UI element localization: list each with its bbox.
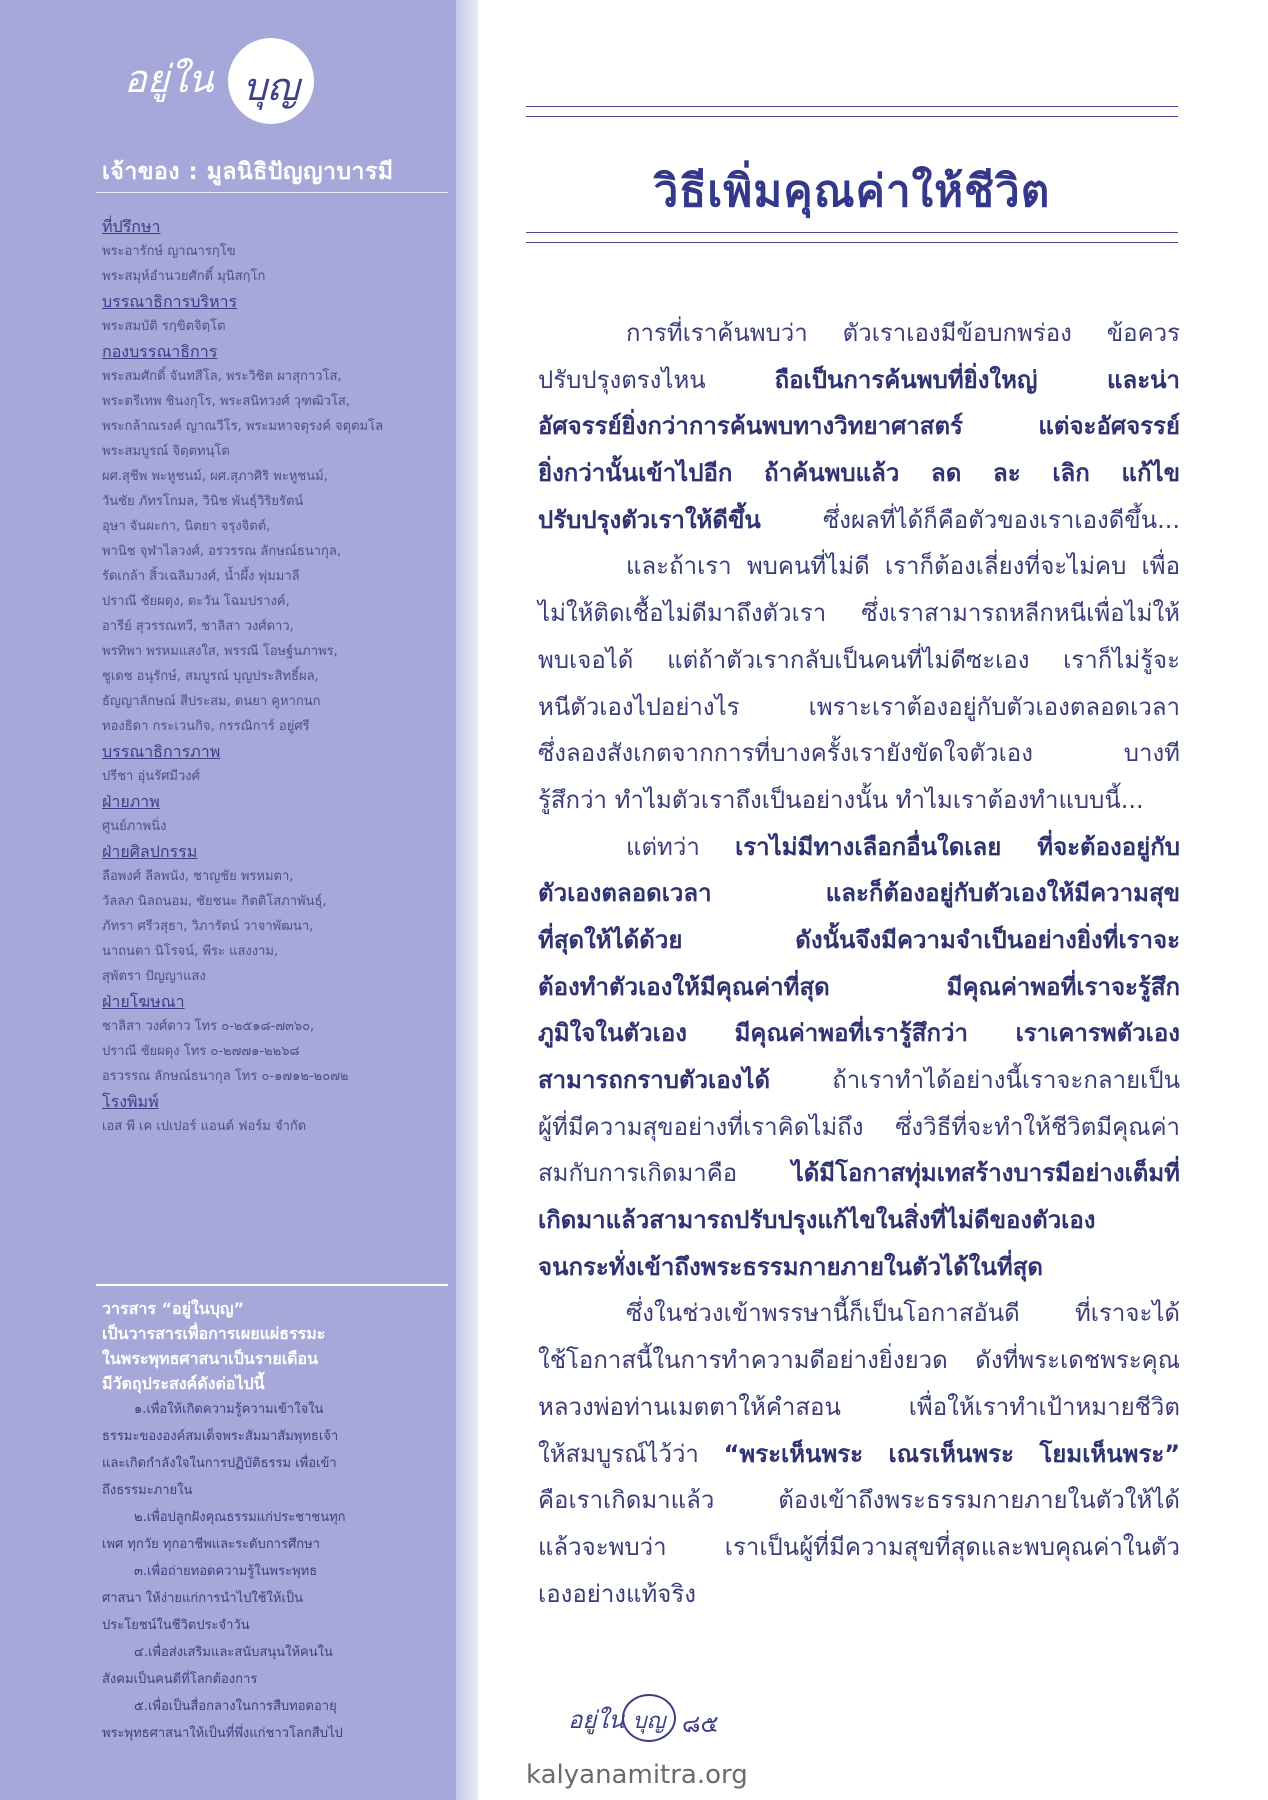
credit-line: พระสมุห์อำนวยศักดิ์ มุนิสกฺโก bbox=[102, 269, 266, 284]
credit-line: ปรีชา อุ่นรัศมีวงศ์ bbox=[102, 769, 200, 784]
article-bold-text: อัศจรรย์ยิ่งกว่าการค้นพบทางวิทยาศาสตร์ แต่จะอัศจรรย์ bbox=[538, 412, 1180, 441]
mission-block bbox=[102, 1296, 447, 1747]
mission-item-line: สังคมเป็นคนดีที่โลกต้องการ bbox=[102, 1672, 258, 1687]
mission-item-line: เพศ ทุกวัย ทุกอาชีพและระดับการศึกษา bbox=[102, 1537, 320, 1552]
owner-divider bbox=[96, 192, 448, 193]
credit-line: ปราณี ชัยผดุง, ตะวัน โฉมปรางค์, bbox=[102, 594, 290, 609]
credit-line: ผศ.สุชีพ พะหูชนม์, ผศ.สุภาศิริ พะหูชนม์, bbox=[102, 469, 328, 484]
article-line bbox=[538, 1524, 1180, 1571]
logo-word: อยู่ใน bbox=[124, 57, 214, 101]
article-bold-text: “พระเห็นพระ เณรเห็นพระ โยมเห็นพระ” bbox=[723, 1439, 1180, 1468]
article-text: และถ้าเรา พบคนที่ไม่ดี เราก็ต้องเลี่ยงที่จะไม่คบ เพื่อ bbox=[626, 552, 1180, 581]
article-line bbox=[538, 777, 1180, 824]
article-text: ซึ่งผลที่ได้ก็คือตัวของเราเองดีขึ้น... bbox=[822, 505, 1180, 534]
article-text: ไม่ให้ติดเชื้อไม่ดีมาถึงตัวเรา ซึ่งเราสามารถหลีกหนีเพื่อไม่ให้ bbox=[538, 599, 1180, 628]
credit-line: วัลลภ นิลถนอม, ชัยชนะ กิตติโสภาพันธุ์, bbox=[102, 894, 327, 909]
article-line bbox=[538, 1290, 1180, 1337]
title-rule-bottom-1 bbox=[526, 232, 1178, 233]
article-title: วิธีเพิ่มคุณค่าให้ชีวิต bbox=[653, 166, 1051, 217]
credit-line: เอส พี เค เปเปอร์ แอนด์ ฟอร์ม จำกัด bbox=[102, 1119, 307, 1134]
credit-line: พรทิพา พรหมแสงใส, พรรณี โอษฐ์นภาพร, bbox=[102, 644, 338, 659]
credit-line: พระสมบูรณ์ จิตฺตทนฺโต bbox=[102, 444, 230, 459]
article-text: คือเราเกิดมาแล้ว ต้องเข้าถึงพระธรรมกายภายในตัวให้ได้ bbox=[538, 1486, 1180, 1515]
footer-logo bbox=[568, 1694, 748, 1744]
sidebar-panel bbox=[0, 0, 478, 1800]
article-line bbox=[538, 497, 1180, 544]
article-line bbox=[538, 1057, 1180, 1104]
credit-line: ศูนย์ภาพนิ่ง bbox=[102, 819, 167, 834]
article-bold-text: ภูมิใจในตัวเอง มีคุณค่าพอที่เรารู้สึกว่า เราเคารพตัวเอง bbox=[538, 1019, 1180, 1048]
article-text: ใช้โอกาสนี้ในการทำความดีอย่างยิ่งยวด ดังที่พระเดชพระคุณ bbox=[538, 1346, 1180, 1375]
credit-line: พระกล้าณรงค์ ญาณวีโร, พระมหาจตุรงค์ จตุตมโล bbox=[102, 419, 384, 434]
mission-title-line: มีวัตถุประสงค์ดังต่อไปนี้ bbox=[102, 1374, 265, 1393]
credit-line: ภัทรา ศรีวสุธา, วิภารัตน์ วาจาพัฒนา, bbox=[102, 919, 314, 934]
footer-logo-circle bbox=[622, 1694, 676, 1742]
article-line bbox=[538, 917, 1180, 964]
mission-title-line: ในพระพุทธศาสนาเป็นรายเดือน bbox=[102, 1349, 319, 1368]
mission-item-line: พระพุทธศาสนาให้เป็นที่พึ่งแก่ชาวโลกสืบไป bbox=[102, 1726, 343, 1741]
logo-circle-text: บุญ bbox=[242, 65, 300, 109]
page-number: ๘๕ bbox=[682, 1710, 719, 1738]
article-line bbox=[538, 403, 1180, 450]
credit-line: นาถนดา นิโรจน์, พีระ แสงงาม, bbox=[102, 944, 279, 959]
sidebar-divider bbox=[96, 1284, 448, 1286]
article-text: หลวงพ่อท่านเมตตาให้คำสอน เพื่อให้เราทำเป้าหมายชีวิต bbox=[538, 1392, 1180, 1421]
credit-line: อรวรรณ ลักษณ์ธนากุล โทร ๐-๑๗๑๒-๒๐๗๒ bbox=[102, 1069, 349, 1084]
owner-label: เจ้าของ : มูลนิธิปัญญาบารมี bbox=[102, 159, 394, 185]
mission-items bbox=[102, 1396, 447, 1747]
article-line bbox=[538, 1431, 1180, 1478]
article-line bbox=[538, 310, 1180, 357]
article-text: สมกับการเกิดมาคือ bbox=[538, 1159, 792, 1188]
credit-line: ธัญญาลักษณ์ สีประสม, ดนยา คูหากนก bbox=[102, 694, 321, 709]
mission-item-line: และเกิดกำลังใจในการปฏิบัติธรรม เพื่อเข้า bbox=[102, 1456, 337, 1471]
mission-item-line: ประโยชน์ในชีวิตประจำวัน bbox=[102, 1618, 250, 1633]
article-text: ซึ่งลองสังเกตจากการที่บางครั้งเรายังขัดใจตัวเอง บางที bbox=[538, 739, 1180, 768]
article-line bbox=[538, 1477, 1180, 1524]
mission-item-line: ๔.เพื่อส่งเสริมและสนับสนุนให้คนใน bbox=[134, 1645, 333, 1660]
article-line bbox=[538, 357, 1180, 404]
mission-item-line: ๑.เพื่อให้เกิดความรู้ความเข้าใจใน bbox=[134, 1402, 324, 1417]
title-rule-top-1 bbox=[526, 106, 1178, 107]
credit-line: พระสมบัติ รกฺขิตจิตฺโต bbox=[102, 319, 226, 334]
credit-line: อุษา จันผะกา, นิตยา จรุงจิตต์, bbox=[102, 519, 271, 534]
credit-line: อารีย์ สุวรรณทวี, ชาลิสา วงศ์ดาว, bbox=[102, 619, 294, 634]
footer-logo-word: อยู่ใน bbox=[568, 1706, 625, 1734]
credit-line: ชูเดช อนุรักษ์, สมบูรณ์ บุญประสิทธิ์ผล, bbox=[102, 669, 319, 684]
title-rule-bottom-2 bbox=[526, 242, 1178, 243]
mission-item-line: ๓.เพื่อถ่ายทอดความรู้ในพระพุทธ bbox=[134, 1564, 318, 1579]
article-line bbox=[538, 1010, 1180, 1057]
article-bold-text: เราไม่มีทางเลือกอื่นใดเลย ที่จะต้องอยู่กับ bbox=[735, 832, 1180, 861]
article-text: รู้สึกว่า ทำไมตัวเราถึงเป็นอย่างนั้น ทำไมเราต้องทำแบบนี้... bbox=[538, 785, 1144, 814]
article-line bbox=[538, 590, 1180, 637]
credits-list bbox=[102, 214, 447, 1139]
article-text: ปรับปรุงตรงไหน bbox=[538, 365, 775, 394]
credit-line: พระสมศักดิ์ จันทสีโล, พระวิชิต ผาสุกาวโส, bbox=[102, 369, 342, 384]
article-line bbox=[538, 870, 1180, 917]
magazine-logo bbox=[118, 38, 338, 118]
credit-section-title: กองบรรณาธิการ bbox=[102, 342, 218, 361]
article-bold-text: เกิดมาแล้วสามารถปรับปรุงแก้ไขในสิ่งที่ไม่ดีของตัวเอง bbox=[538, 1206, 1096, 1235]
credit-line: ชาลิสา วงศ์ดาว โทร ๐-๒๕๑๘-๗๓๖๐, bbox=[102, 1019, 315, 1034]
article-bold-text: ที่สุดให้ได้ด้วย ดังนั้นจึงมีความจำเป็นอย่างยิ่งที่เราจะ bbox=[538, 925, 1180, 954]
article-line bbox=[538, 1197, 1180, 1244]
title-rule-top-2 bbox=[526, 116, 1178, 117]
credit-line: สุพัตรา ปัญญาแสง bbox=[102, 969, 206, 984]
credit-section-title: ที่ปรึกษา bbox=[102, 217, 161, 236]
mission-item-line: ๒.เพื่อปลูกฝังคุณธรรมแก่ประชาชนทุก bbox=[134, 1510, 346, 1525]
article-line bbox=[538, 1150, 1180, 1197]
article-text: ให้สมบูรณ์ไว้ว่า bbox=[538, 1439, 724, 1468]
mission-title-line: วารสาร “อยู่ในบุญ” bbox=[102, 1299, 245, 1318]
article-text: พบเจอได้ แต่ถ้าตัวเรากลับเป็นคนที่ไม่ดีซะเอง เราก็ไม่รู้จะ bbox=[538, 645, 1180, 674]
article-text: หนีตัวเองไปอย่างไร เพราะเราต้องอยู่กับตัวเองตลอดเวลา bbox=[538, 692, 1180, 721]
credit-line: ปราณี ชัยผดุง โทร ๐-๒๗๗๑-๒๒๖๘ bbox=[102, 1044, 300, 1059]
logo-circle bbox=[228, 38, 314, 124]
article-bold-text: สามารถกราบตัวเองได้ bbox=[538, 1066, 833, 1094]
article-line bbox=[538, 964, 1180, 1011]
credit-line: รัดเกล้า สิ้วเฉลิมวงศ์, น้ำผึ้ง พุ่มมาลี bbox=[102, 569, 300, 584]
article-text: แล้วจะพบว่า เราเป็นผู้ที่มีความสุขที่สุดและพบคุณค่าในตัว bbox=[538, 1532, 1180, 1561]
mission-item-line: ถึงธรรมะภายใน bbox=[102, 1483, 193, 1498]
credit-line: พานิช จุฬาไลวงศ์, อรวรรณ ลักษณ์ธนากุล, bbox=[102, 544, 341, 559]
article-text: เองอย่างแท้จริง bbox=[538, 1579, 696, 1608]
article-line bbox=[538, 637, 1180, 684]
article-line bbox=[538, 730, 1180, 777]
mission-item-line: ธรรมะขององค์สมเด็จพระสัมมาสัมพุทธเจ้า bbox=[102, 1429, 339, 1444]
article-body bbox=[538, 310, 1180, 1617]
article-line bbox=[538, 1571, 1180, 1618]
credit-section-title: ฝ่ายศิลปกรรม bbox=[102, 842, 198, 861]
article-bold-text: ถือเป็นการค้นพบที่ยิ่งใหญ่ และน่า bbox=[774, 365, 1180, 394]
article-line bbox=[538, 450, 1180, 497]
article-text: ถ้าเราทำได้อย่างนี้เราจะกลายเป็น bbox=[832, 1066, 1180, 1094]
watermark-text: kalyanamitra.org bbox=[526, 1760, 748, 1790]
mission-title bbox=[102, 1296, 447, 1396]
article-line bbox=[538, 1104, 1180, 1151]
article-bold-text: ต้องทำตัวเองให้มีคุณค่าที่สุด มีคุณค่าพอที่เราจะรู้สึก bbox=[538, 972, 1180, 1001]
article-text: แต่ทว่า bbox=[626, 832, 736, 861]
article-line bbox=[538, 1384, 1180, 1431]
credit-line: ลือพงศ์ ลีลพนัง, ชาญชัย พรหมตา, bbox=[102, 869, 294, 884]
article-line bbox=[538, 1337, 1180, 1384]
article-bold-text: ตัวเองตลอดเวลา และก็ต้องอยู่กับตัวเองให้มีความสุข bbox=[538, 879, 1180, 908]
article-line bbox=[538, 543, 1180, 590]
credit-line: ทองธิดา กระเวนกิจ, กรรณิการ์ อยู่ศรี bbox=[102, 719, 310, 734]
footer-logo-circle-text: บุญ bbox=[632, 1709, 666, 1734]
article-text: ซึ่งในช่วงเข้าพรรษานี้ก็เป็นโอกาสอันดี ที่เราจะได้ bbox=[626, 1299, 1180, 1328]
mission-item-line: ๕.เพื่อเป็นสื่อกลางในการสืบทอดอายุ bbox=[134, 1699, 337, 1714]
credit-section-title: โรงพิมพ์ bbox=[102, 1092, 159, 1111]
article-text: การที่เราค้นพบว่า ตัวเราเองมีข้อบกพร่อง ข้อควร bbox=[626, 319, 1180, 347]
article-bold-text: ได้มีโอกาสทุ่มเทสร้างบารมีอย่างเต็มที่ bbox=[791, 1159, 1180, 1188]
article-bold-text: ยิ่งกว่านั้นเข้าไปอีก ถ้าค้นพบแล้ว ลด ละ เลิก แก้ไข bbox=[538, 459, 1180, 488]
credit-section-title: ฝ่ายโฆษณา bbox=[102, 992, 185, 1011]
article-line bbox=[538, 684, 1180, 731]
credit-section-title: บรรณาธิการบริหาร bbox=[102, 292, 238, 311]
credit-line: พระอารักษ์ ญาณารกฺโข bbox=[102, 244, 236, 259]
article-bold-text: จนกระทั่งเข้าถึงพระธรรมกายภายในตัวได้ในที่สุด bbox=[538, 1252, 1043, 1281]
credit-line: พระตรีเทพ ชินงกุโร, พระสนิทวงศ์ วุฑฒิวโส, bbox=[102, 394, 350, 409]
mission-item-line: ศาสนา ให้ง่ายแก่การนำไปใช้ให้เป็น bbox=[102, 1591, 304, 1606]
credit-line: วันชัย ภัทรโกมล, วินิช พันธุ์วิริยรัตน์ bbox=[102, 494, 304, 509]
article-text: ผู้ที่มีความสุขอย่างที่เราคิดไม่ถึง ซึ่งวิธีที่จะทำให้ชีวิตมีคุณค่า bbox=[538, 1112, 1180, 1141]
credit-section-title: บรรณาธิการภาพ bbox=[102, 742, 221, 761]
mission-title-line: เป็นวารสารเพื่อการเผยแผ่ธรรมะ bbox=[102, 1324, 326, 1343]
article-line bbox=[538, 824, 1180, 871]
article-bold-text: ปรับปรุงตัวเราให้ดีขึ้น bbox=[538, 505, 823, 534]
article-line bbox=[538, 1244, 1180, 1291]
credit-section-title: ฝ่ายภาพ bbox=[102, 792, 160, 811]
